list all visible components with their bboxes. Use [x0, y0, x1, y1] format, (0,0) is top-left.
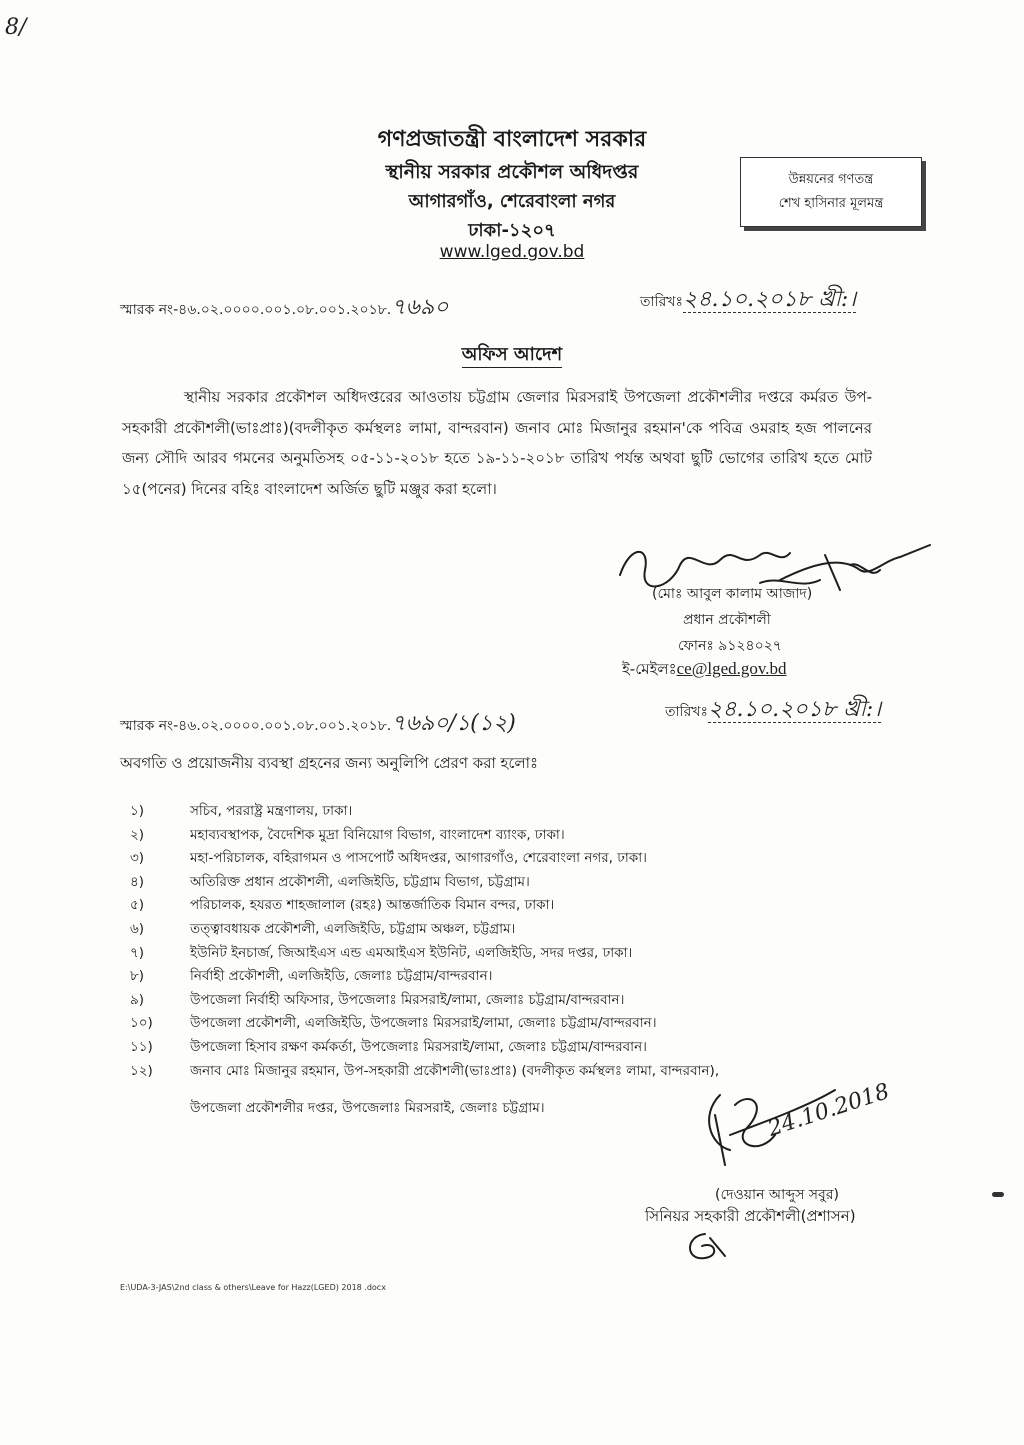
memo-ref-2 [120, 706, 516, 743]
memo-date-1-label: তারিখঃ [640, 294, 683, 310]
scan-smudge [992, 1192, 1004, 1197]
signatory-1-email-link[interactable]: ce@lged.gov.bd [676, 659, 787, 678]
signatory-2-name: (দেওয়ান আব্দুস সবুর) [715, 1187, 839, 1203]
distribution-item-number: ৮) [130, 968, 145, 985]
memo-date-2-handwritten: ২৪.১০.২০১৮ খ্রী:। [707, 697, 882, 722]
distribution-item-number: ১১) [130, 1039, 153, 1055]
distribution-item-text: সচিব, পররাষ্ট্র মন্ত্রণালয়, ঢাকা। [190, 803, 353, 819]
distribution-item-number: ৭) [130, 944, 145, 961]
signatory-1-email-line [622, 658, 787, 683]
department-address: আগারগাঁও, শেরেবাংলা নগর [408, 191, 616, 212]
signature-2-handwritten-date: 24.10.2018 [765, 1079, 893, 1142]
slogan-line-1: উন্নয়নের গণতন্ত্র [788, 172, 874, 187]
distribution-item-number: ২) [130, 826, 145, 843]
distribution-item-text: ইউনিট ইনচার্জ, জিআইএস এন্ড এমআইএস ইউনিট, এলজিইডি, সদর দপ্তর, ঢাকা। [190, 944, 633, 961]
distribution-item-number: ৯) [130, 991, 145, 1008]
distribution-item-number: ৩) [130, 850, 145, 867]
signatory-1-email-label: ই-মেইলঃ [622, 660, 677, 678]
department-city: ঢাকা-১২০৭ [468, 220, 556, 241]
initials-mark [680, 1226, 730, 1266]
distribution-item-text: অতিরিক্ত প্রধান প্রকৌশলী, এলজিইডি, চট্টগ্রাম বিভাগ, চট্টগ্রাম। [190, 873, 530, 890]
distribution-intro: অবগতি ও প্রয়োজনীয় ব্যবস্থা গ্রহনের জন্য অনুলিপি প্রেরণ করা হলোঃ [120, 754, 538, 772]
department-website: www.lged.gov.bd [439, 242, 585, 262]
signatory-2-designation: সিনিয়র সহকারী প্রকৌশলী(প্রশাসন) [645, 1207, 856, 1225]
distribution-item-text: তত্ত্বাবধায়ক প্রকৌশলী, এলজিইডি, চট্টগ্রাম অঞ্চল, চট্টগ্রাম। [190, 921, 516, 937]
distribution-item-12-continued: উপজেলা প্রকৌশলীর দপ্তর, উপজেলাঃ মিরসরাই, জেলাঃ চট্টগ্রাম। [190, 1100, 545, 1116]
signatory-1-designation: প্রধান প্রকৌশলী [683, 612, 771, 628]
office-order-title-text: অফিস আদেশ [462, 344, 562, 368]
office-order-title [0, 340, 1024, 371]
distribution-item-text: নির্বাহী প্রকৌশলী, এলজিইডি, জেলাঃ চট্টগ্রাম/বান্দরবান। [190, 968, 493, 985]
distribution-item-text: মহাব্যবস্থাপক, বৈদেশিক মুদ্রা বিনিয়োগ বিভাগ, বাংলাদেশ ব্যাংক, ঢাকা। [190, 826, 565, 843]
distribution-item-number: ৫) [130, 897, 145, 914]
corner-handwritten-mark: 8/ [5, 15, 27, 40]
file-path-footer: E:\UDA-3-JAS\2nd class & others\Leave for Hazz(LGED) 2018 .docx [120, 1283, 386, 1292]
memo-date-2 [665, 692, 881, 729]
memo-ref-2-printed: স্মারক নং-৪৬.০২.০০০০.০০১.০৮.০০১.২০১৮. [120, 718, 392, 734]
distribution-item-text: উপজেলা প্রকৌশলী, এলজিইডি, উপজেলাঃ মিরসরাই/লামা, জেলাঃ চট্টগ্রাম/বান্দরবান। [190, 1015, 657, 1032]
distribution-item-text: পরিচালক, হযরত শাহজালাল (রহঃ) আন্তর্জাতিক বিমান বন্দর, ঢাকা। [190, 897, 555, 914]
signatory-1-phone: ফোনঃ ৯১২৪০২৭ [678, 638, 782, 654]
memo-date-1-handwritten: ২৪.১০.২০১৮ খ্রী:। [682, 287, 857, 312]
distribution-item-number: ৪) [130, 873, 145, 890]
slogan-line-2: শেখ হাসিনার মূলমন্ত্র [778, 196, 884, 211]
memo-ref-1-handwritten: ৭৬৯০ [391, 295, 449, 320]
memo-ref-1-printed: স্মারক নং-৪৬.০২.০০০০.০০১.০৮.০০১.২০১৮. [120, 302, 392, 318]
distribution-item-number: ৬) [130, 921, 145, 937]
order-body: স্থানীয় সরকার প্রকৌশল অধিদপ্তরের আওতায় চট্টগ্রাম জেলার মিরসরাই উপজেলা প্রকৌশলীর দপ্তরে কর্মরত উপ-সহকারী প্রকৌশলী(ভাঃপ্রাঃ)(বদলীকৃত কর্মস্থলঃ লামা, বান্দরবান) জনাব মোঃ মিজানুর রহমান'কে পবিত্র ওমরাহ হজ পালনের জন্য সৌদি আরব গমনের অনুমতিসহ ০৫-১১-২০১৮ হতে ১৯-১১-২০১৮ তারিখ পর্যন্ত অথবা ছুটি ভোগের তারিখ হতে মোট ১৫(পনের) দিনের বহিঃ বাংলাদেশ অর্জিত ছুটি মঞ্জুর করা হলো। [122, 388, 872, 498]
slogan-box [740, 157, 922, 227]
department-name: স্থানীয় সরকার প্রকৌশল অধিদপ্তর [385, 161, 639, 183]
distribution-item-number: ১০) [130, 1015, 153, 1032]
distribution-item-text: জনাব মোঃ মিজানুর রহমান, উপ-সহকারী প্রকৌশলী(ভাঃপ্রাঃ) (বদলীকৃত কর্মস্থলঃ লামা, বান্দরবান), [190, 1062, 720, 1079]
distribution-item-text: উপজেলা নির্বাহী অফিসার, উপজেলাঃ মিরসরাই/লামা, জেলাঃ চট্টগ্রাম/বান্দরবান। [190, 991, 625, 1008]
distribution-item-text: মহা-পরিচালক, বহিরাগমন ও পাসপোর্ট অধিদপ্তর, আগারগাঁও, শেরেবাংলা নগর, ঢাকা। [190, 850, 647, 867]
memo-date-1 [640, 282, 856, 319]
memo-ref-1 [120, 290, 448, 327]
distribution-item-text: উপজেলা হিসাব রক্ষণ কর্মকর্তা, উপজেলাঃ মিরসরাই/লামা, জেলাঃ চট্টগ্রাম/বান্দরবান। [190, 1039, 647, 1055]
memo-ref-2-handwritten: ৭৬৯০/১(১২) [391, 711, 516, 736]
distribution-item-number: ১) [130, 803, 145, 819]
signatory-1-name: (মোঃ আবুল কালাম আজাদ) [652, 586, 813, 602]
memo-date-2-label: তারিখঃ [665, 704, 708, 720]
distribution-item-number: ১২) [130, 1062, 153, 1079]
government-title: গণপ্রজাতন্ত্রী বাংলাদেশ সরকার [377, 127, 647, 152]
